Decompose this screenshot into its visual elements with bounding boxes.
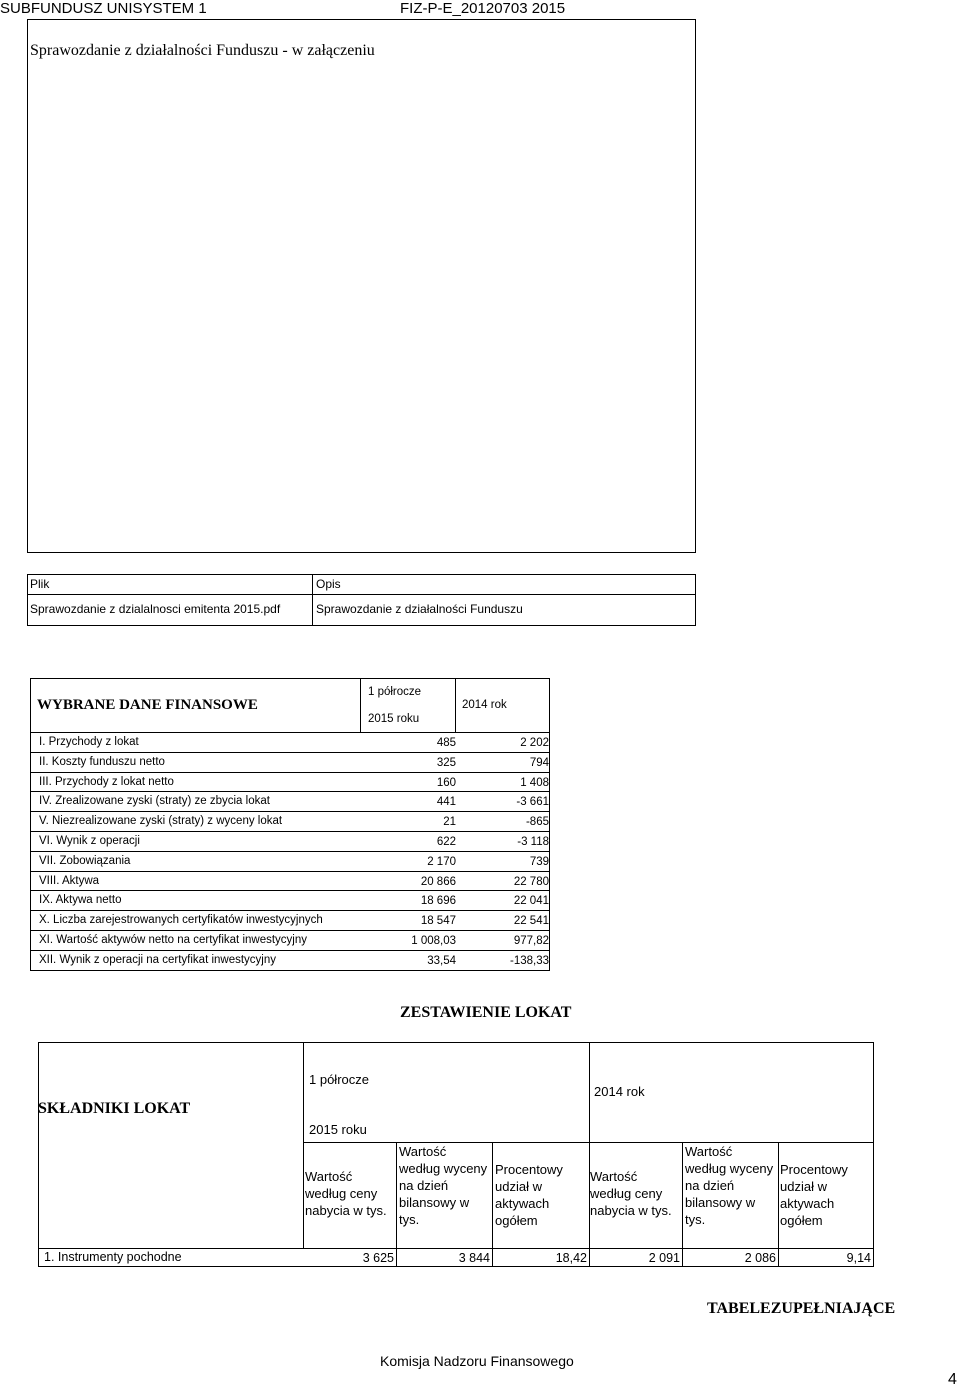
investments-title: SKŁADNIKI LOKAT xyxy=(38,1100,191,1117)
row-share-p1: 18,42 xyxy=(555,1251,587,1265)
file-link[interactable]: Sprawozdanie z dzialalnosci emitenta 2015.pdf xyxy=(30,602,281,616)
col-balance-value-p2: Wartość według wyceny na dzień bilansowy w tys. xyxy=(685,1144,774,1227)
financial-row-value-2015: 441 xyxy=(436,796,456,809)
financial-row-label: V. Niezrealizowane zyski (straty) z wyceny lokat xyxy=(39,815,283,828)
col-share-p1: Procentowy udział w aktywach ogółem xyxy=(495,1162,563,1228)
financial-row xyxy=(30,792,550,812)
financial-row-value-2014: 1 408 xyxy=(520,776,549,789)
row-label: 1. Instrumenty pochodne xyxy=(44,1250,182,1264)
row-cost-p2: 2 091 xyxy=(648,1251,680,1265)
financial-row xyxy=(30,891,550,911)
financial-row-value-2015: 622 xyxy=(436,836,456,848)
financial-title: WYBRANE DANE FINANSOWE xyxy=(37,697,258,713)
financial-row-value-2015: 1 008,03 xyxy=(411,935,456,947)
col-balance-value-p1: Wartość według wyceny na dzień bilansowy w tys. xyxy=(399,1144,488,1227)
files-table xyxy=(27,574,696,626)
financial-row xyxy=(30,753,550,773)
financial-row-label: VI. Wynik z operacji xyxy=(39,835,140,847)
report-box xyxy=(27,19,696,553)
financial-row-label: XI. Wartość aktywów netto na certyfikat inwestycyjny xyxy=(39,934,307,946)
page-number: 4 xyxy=(948,1371,957,1388)
row-balance-p1: 3 844 xyxy=(458,1251,490,1265)
header-left: SUBFUNDUSZ UNISYSTEM 1 xyxy=(0,0,207,17)
financial-col2: 2014 rok xyxy=(462,699,507,711)
report-box-title: Sprawozdanie z działalności Funduszu - w załączeniu xyxy=(30,42,375,59)
investments-period1-line2: 2015 roku xyxy=(309,1122,367,1137)
financial-row-value-2014: -865 xyxy=(525,816,549,829)
investments-heading: ZESTAWIENIE LOKAT xyxy=(400,1004,572,1021)
financial-row xyxy=(30,832,550,852)
investments-period2: 2014 rok xyxy=(594,1084,645,1099)
financial-row-label: III. Przychody z lokat netto xyxy=(39,775,174,788)
financial-row-value-2015: 21 xyxy=(443,816,456,829)
financial-row-label: X. Liczba zarejestrowanych certyfikatów inwestycyjnych xyxy=(39,914,323,927)
financial-row xyxy=(30,733,550,753)
footer: Komisja Nadzoru Finansowego xyxy=(380,1353,574,1369)
financial-col1-line1: 1 półrocze xyxy=(368,686,422,698)
financial-row-value-2015: 18 696 xyxy=(420,895,456,908)
financial-row-value-2015: 2 170 xyxy=(427,855,456,868)
financial-row xyxy=(30,911,550,931)
financial-row-value-2014: 22 541 xyxy=(513,915,549,928)
header-right: FIZ-P-E_20120703 2015 xyxy=(400,0,566,17)
financial-row-label: XII. Wynik z operacji na certyfikat inwestycyjny xyxy=(39,953,277,966)
files-col-desc: Opis xyxy=(316,577,341,591)
financial-row-value-2014: -138,33 xyxy=(509,954,549,967)
row-share-p2: 9,14 xyxy=(846,1251,871,1265)
financial-row-value-2014: 977,82 xyxy=(513,935,549,947)
financial-row-value-2014: 22 780 xyxy=(513,875,549,888)
investments-period1-line1: 1 półrocze xyxy=(309,1072,369,1087)
financial-row xyxy=(30,812,550,832)
financial-row xyxy=(30,931,550,951)
financial-row-label: VIII. Aktywa xyxy=(39,874,100,887)
financial-row-value-2014: 2 202 xyxy=(520,737,549,749)
financial-row-label: I. Przychody z lokat xyxy=(39,736,139,748)
financial-row xyxy=(30,852,550,872)
financial-row-value-2015: 485 xyxy=(436,737,456,749)
files-col-file: Plik xyxy=(30,577,50,591)
financial-row-label: VII. Zobowiązania xyxy=(39,854,131,867)
financial-row xyxy=(30,951,550,971)
financial-row-value-2015: 20 866 xyxy=(420,875,456,888)
col-cost-value-p2: Wartość według ceny nabycia w tys. xyxy=(590,1169,672,1218)
financial-row xyxy=(30,872,550,892)
financial-row-value-2015: 160 xyxy=(436,776,456,789)
financial-row-value-2015: 325 xyxy=(436,756,456,769)
financial-row-value-2014: -3 661 xyxy=(516,796,549,809)
supplement-heading: TABELEZUPEŁNIAJĄCE xyxy=(707,1300,896,1317)
financial-row-value-2014: -3 118 xyxy=(517,836,549,848)
financial-row-value-2015: 18 547 xyxy=(420,915,456,928)
financial-row-label: IX. Aktywa netto xyxy=(39,894,122,907)
financial-row-value-2014: 794 xyxy=(529,756,549,769)
col-share-p2: Procentowy udział w aktywach ogółem xyxy=(780,1162,848,1228)
col-cost-value-p1: Wartość według ceny nabycia w tys. xyxy=(305,1169,387,1218)
financial-row xyxy=(30,773,550,793)
row-cost-p1: 3 625 xyxy=(362,1251,394,1265)
financial-row-value-2015: 33,54 xyxy=(427,954,456,967)
financial-row-label: II. Koszty funduszu netto xyxy=(39,755,165,768)
financial-row-value-2014: 739 xyxy=(529,855,549,868)
financial-row-label: IV. Zrealizowane zyski (straty) ze zbycia lokat xyxy=(39,795,270,808)
row-balance-p2: 2 086 xyxy=(744,1251,776,1265)
financial-row-value-2014: 22 041 xyxy=(513,895,549,908)
financial-col1-line2: 2015 roku xyxy=(368,713,420,725)
file-description: Sprawozdanie z działalności Funduszu xyxy=(316,602,523,616)
